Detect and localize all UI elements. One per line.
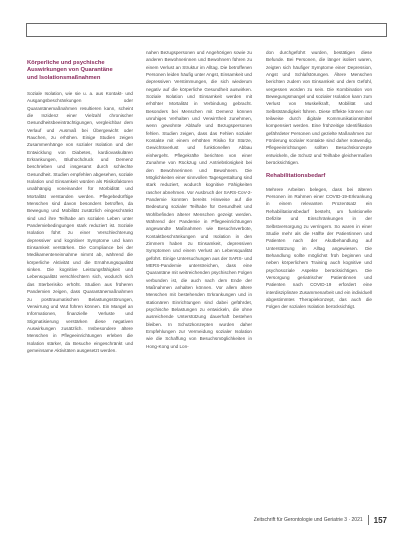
heading-line: und Isolationsmaßnahmen: [27, 74, 101, 81]
heading-line: Auswirkungen von Quarantäne: [27, 67, 113, 74]
body-text: nahen Bezugspersonen und Angehörigen sowie zu anderen Bewohnerinnen und Bewohnern führen zu einem Verlust an Struktur im Alltag. Die betroffenen Personen leiden häufig unter Angst, Einsamkeit und depressiven Verstimmungen, die sich wiederum negativ auf die körperliche Gesundheit auswirken. Soziale Isolation und Einsamkeit werden mit erhöhter Mortalität in Verbindung gebracht. Besonders bei Menschen mit Demenz können unruhiges Verhalten und Verwirrtheit zunehmen, wenn gewohnte Abläufe und Bezugspersonen fehlen. Studien zeigen, dass das Fehlen sozialer Kontakte mit einem erhöhten Risiko für Stürze, Gewichtsverlust und funktionellen Abbau einhergeht. Pflegekräfte berichten von einer Zunahme von Rückzug und Antriebslosigkeit bei den Bewohnerinnen und Bewohnern. Die Möglichkeiten einer sinnvollen Tagesgestaltung sind stark reduziert, wodurch kognitive Fähigkeiten rascher abnehmen. Vor Ausbruch der SARS-CoV-2-Pandemie konnten bereits Hinweise auf die Bedeutung sozialer Teilhabe für Gesundheit und Wohlbefinden älterer Menschen gezeigt werden. Während der Pandemie in Pflegeeinrichtungen angewandte Maßnahmen wie Besuchsverbote, Kontaktbeschränkungen und Isolation in den Zimmern haben zu Einsamkeit, depressiven Symptomen und einem Verlust an Lebensqualität geführt. Einige Untersuchungen aus der SARS- und MERS-Pandemie unterstreichen, dass eine Quarantäne mit weitreichenden psychischen Folgen verbunden ist, die auch nach dem Ende der Maßnahmen anhalten können. Vor allem ältere Menschen mit bestehenden Erkrankungen und in stationären Einrichtungen sind dabei gefährdet, psychische Belastungen zu entwickeln, die ohne ausreichende Unterstützung dauerhaft bestehen bleiben. In Schutzkonzepten wurden daher Empfehlungen zur Vermeidung sozialer Isolation wie die Schaffung von Besuchsmöglichkeiten in Hong-Kong und Lon-: [146, 50, 252, 349]
page-number: 157: [373, 515, 387, 525]
header-box: [26, 23, 387, 37]
body-text: Mehrere Arbeiten belegen, dass bei älteren Personen im Rahmen einer COVID-19-Erkrankung in einem relevanten Prozentsatz ein Rehabilitationsbedarf besteht, um funktionelle Defizite und Einschränkungen in der Selbstversorgung zu verringern. So waren in einer Studie mehr als die Hälfte der Patientinnen und Patienten nach der Akutbehandlung auf Unterstützung im Alltag angewiesen. Die Behandlung sollte möglichst früh beginnen und neben körperlichem Training auch kognitive und psychosoziale Aspekte berücksichtigen. Die Versorgung geriatrischer Patientinnen und Patienten nach COVID-19 erfordert eine interdisziplinäre Zusammenarbeit und ein individuell abgestimmtes Therapiekonzept, das auch die Folgen der sozialen Isolation berücksichtigt.: [266, 186, 372, 310]
column-3: [266, 49, 372, 503]
body-text: Soziale Isolation, wie sie u. a. aus Kontakt- und Ausgangsbeschränkungen oder Quarantänemaßnahmen resultieren kann, scheint die Inzidenz einer Vielzahl chronischer Gesundheitsbeeinträchtigungen, vergleichbar dem Verlauf und Ausmaß bei Übergewicht oder Rauchen, zu erhöhen. Einige Studien zeigen Zusammenhänge von sozialer Isolation und der Entwicklung von Diabetes, kardiovaskulären Erkrankungen, Bluthochdruck und Demenz beschrieben und insgesamt durch schlechte Gesundheit. Studien empfehlen abgesehen, soziale Isolation und Einsamkeit würden als Risikofaktoren unabhängig voneinander für Morbidität und Mortalität verstanden werden. Pflegebedürftige Menschen sind davon besonders betroffen, da Bewegung und Mobilität zusätzlich eingeschränkt sind und ihre Teilhabe am sozialen Leben unter Pandemiebedingungen stark reduziert ist. Soziale Isolation führt zu einer Verschlechterung depressiver und kognitiver Symptome und kann Einsamkeit verstärken. Die Compliance bei der Medikamenteneinnahme nimmt ab, während die körperliche Aktivität und die Ernährungsqualität sinken. Die kognitive Leistungsfähigkeit und Lebensqualität verschlechtern sich, wodurch sich das Sterberisiko erhöht. Studien aus früheren Pandemien zeigen, dass Quarantänemaßnahmen zu posttraumatischen Belastungsstörungen, Verwirrung und Wut führen können. Ein Mangel an Informationen, finanzielle Verluste und Stigmatisierung verstärken diese negativen Auswirkungen zusätzlich. Insbesondere ältere Menschen in Pflegeeinrichtungen erleben die Isolation stärker, da Besuche eingeschränkt und gemeinsame Aktivitäten ausgesetzt werden.: [27, 90, 133, 353]
heading-line: Körperliche und psychische: [27, 60, 105, 66]
column-2: [146, 49, 252, 503]
page-footer: [254, 515, 387, 525]
column-1: [27, 60, 133, 500]
footer-divider: [368, 515, 369, 525]
body-text: don durchgeführt wurden, bestätigen diese Befunde. Bei Personen, die länger isoliert waren, zeigten sich häufiger Symptome einer Depression, Angst und Schlafstörungen. Ältere Menschen berichten zudem von Einsamkeit und dem Gefühl, vergessen worden zu sein. Die Kombination von Bewegungsmangel und sozialer Isolation kann zum Verlust von Muskelkraft, Mobilität und Selbstständigkeit führen. Diese Effekte können nur teilweise durch digitale Kommunikationsmittel kompensiert werden. Eine frühzeitige Identifikation gefährdeter Personen und gezielte Maßnahmen zur Förderung sozialer Kontakte sind daher notwendig. Pflegeeinrichtungen sollten Besuchskonzepte entwickeln, die Schutz und Teilhabe gleichermaßen berücksichtigen.: [266, 50, 372, 166]
section-heading-isolation: [27, 60, 133, 82]
section-heading-rehab: Rehabilitationsbedarf: [266, 172, 326, 179]
journal-citation: Zeitschrift für Gerontologie und Geriatrie 3 · 2021: [253, 517, 363, 523]
